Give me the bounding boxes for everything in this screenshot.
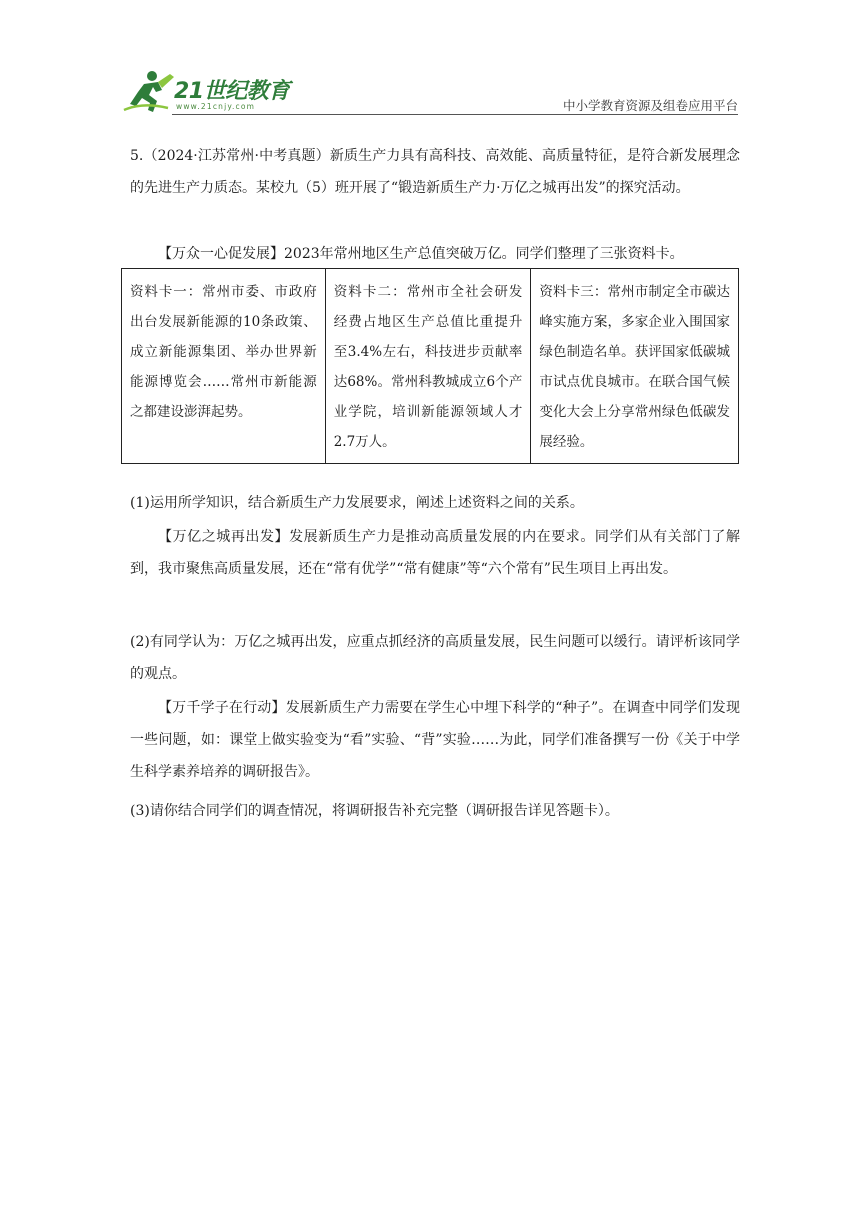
question-2: (2)有同学认为：万亿之城再出发，应重点抓经济的高质量发展，民生问题可以缓行。请评析该同学的观点。 <box>130 634 740 682</box>
question-1: (1)运用所学知识，结合新质生产力发展要求，阐述上述资料之间的关系。 <box>130 495 584 511</box>
header-divider <box>172 114 738 115</box>
table-row <box>122 269 739 464</box>
question-intro: 5.（2024·江苏常州·中考真题）新质生产力具有高科技、高效能、高质量特征，是符合新发展理念的先进生产力质态。某校九（5）班开展了“锻造新质生产力·万亿之城再出发”的探究活动。 <box>130 148 740 196</box>
section3-text: 发展新质生产力需要在学生心中埋下科学的“种子”。在调查中同学们发现一些问题，如：课堂上做实验变为“看”实验、“背”实验……为此，同学们准备撰写一份《关于中学生科学素养培养的调研报告》。 <box>130 700 740 780</box>
site-logo[interactable] <box>122 66 292 114</box>
section3-paragraph <box>130 692 740 788</box>
section1-heading: 【万众一心促发展】 <box>158 246 284 262</box>
section3-heading: 【万千学子在行动】 <box>158 700 286 716</box>
platform-name: 中小学教育资源及组卷应用平台 <box>562 98 738 113</box>
section1-text: 2023年常州地区生产总值突破万亿。同学们整理了三张资料卡。 <box>284 246 684 262</box>
data-card-2: 资料卡二：常州市全社会研发经费占地区生产总值比重提升至3.4%左右，科技进步贡献率达68%。常州科教城成立6个产业学院，培训新能源领域人才2.7万人。 <box>325 269 531 464</box>
section1-paragraph <box>130 238 740 270</box>
question-3: (3)请你结合同学们的调查情况，将调研报告补充完整（调研报告详见答题卡）。 <box>130 803 619 819</box>
data-card-3: 资料卡三：常州市制定全市碳达峰实施方案，多家企业入围国家绿色制造名单。获评国家低碳城市试点优良城市。在联合国气候变化大会上分享常州绿色低碳发展经验。 <box>531 269 739 464</box>
logo-text: 21世纪教育 <box>174 79 290 104</box>
section2-heading: 【万亿之城再出发】 <box>158 529 290 545</box>
data-card-1: 资料卡一：常州市委、市政府出台发展新能源的10条政策、成立新能源集团、举办世界新能源博览会……常州市新能源之都建设澎湃起势。 <box>122 269 326 464</box>
data-cards-table <box>121 268 739 464</box>
page-header <box>122 66 738 116</box>
logo-url: www.21cnjy.com <box>176 102 256 111</box>
runner-logo-icon <box>122 68 178 114</box>
section2-text: 发展新质生产力是推动高质量发展的内在要求。同学们从有关部门了解到，我市聚焦高质量发展，还在“常有优学”“常有健康”等“六个常有”民生项目上再出发。 <box>130 529 740 577</box>
section2-paragraph <box>130 521 740 585</box>
